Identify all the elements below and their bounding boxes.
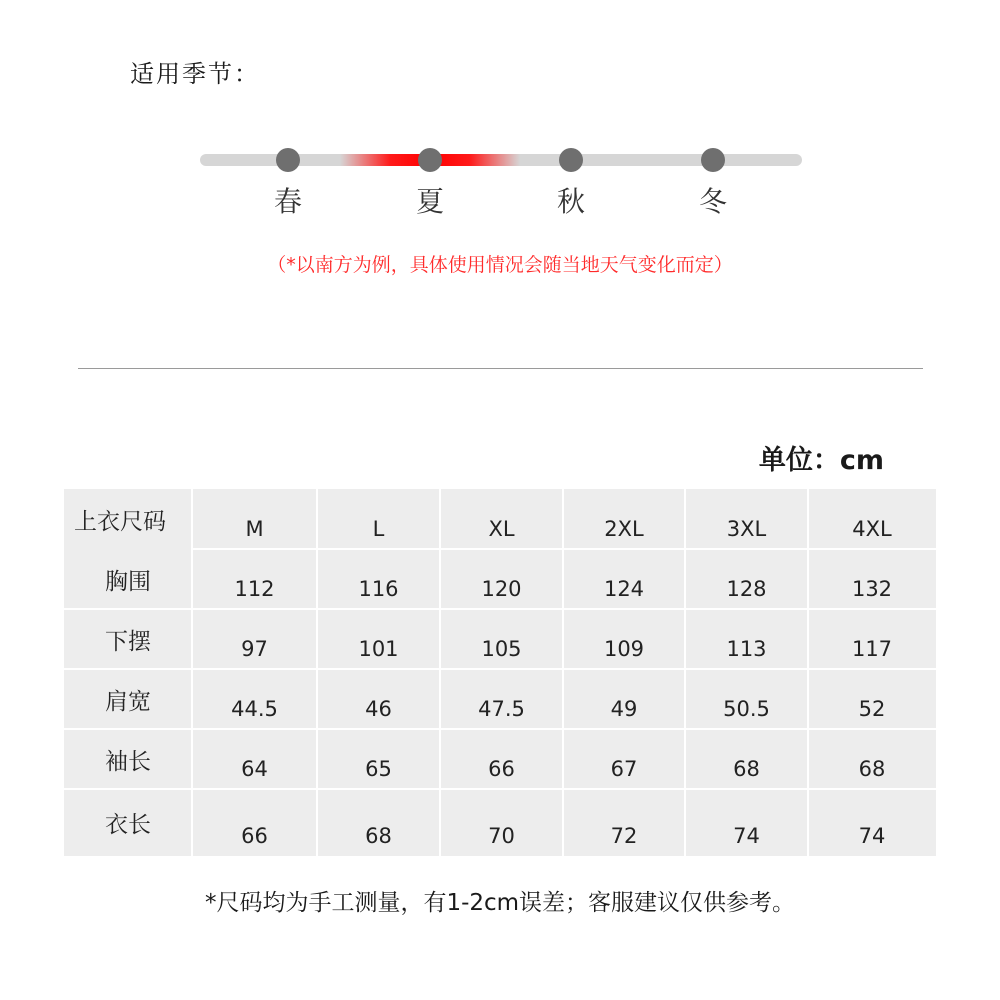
season-dot-autumn (559, 148, 583, 172)
size-header-l: L (372, 517, 385, 541)
table-row-divider (64, 608, 936, 610)
season-title: 适用季节： (130, 60, 260, 88)
table-cell: 74 (858, 824, 886, 848)
table-cell: 64 (241, 757, 268, 781)
table-cell: 117 (851, 637, 893, 661)
table-cell: 68 (733, 757, 760, 781)
season-dot-winter (701, 148, 725, 172)
table-cell: 52 (858, 697, 886, 721)
footnote: *尺码均为手工测量，有1-2cm误差；客服建议仅供参考。 (204, 890, 796, 916)
row-label: 肩宽 (105, 688, 151, 715)
table-cell: 46 (365, 697, 392, 721)
table-cell: 50.5 (723, 697, 770, 721)
table-column-divider (684, 489, 686, 856)
row-label: 衣长 (105, 812, 151, 838)
table-row-divider (64, 728, 936, 730)
size-header-xl: XL (488, 517, 515, 541)
table-cell: 66 (488, 757, 515, 781)
season-dot-summer (418, 148, 442, 172)
table-cell: 67 (610, 757, 638, 781)
row-label: 胸围 (105, 568, 151, 595)
table-column-divider (191, 489, 193, 856)
corner-label: 上衣尺码 (74, 508, 166, 535)
table-row-divider (192, 548, 936, 550)
table-column-divider (439, 489, 441, 856)
size-table (64, 489, 936, 856)
season-label-autumn: 秋 (556, 185, 585, 218)
table-cell: 97 (241, 637, 268, 661)
table-cell: 68 (365, 824, 392, 848)
table-row-divider (64, 788, 936, 790)
table-cell: 49 (610, 697, 638, 721)
table-column-divider (562, 489, 564, 856)
unit-label: 单位：cm (758, 445, 884, 476)
season-label-spring: 春 (273, 185, 302, 218)
table-cell: 101 (358, 637, 399, 661)
table-row-divider (64, 668, 936, 670)
season-dot-spring (276, 148, 300, 172)
season-note: （*以南方为例，具体使用情况会随当地天气变化而定） (267, 254, 733, 276)
table-cell: 105 (481, 637, 522, 661)
table-cell: 113 (726, 637, 767, 661)
table-cell: 66 (241, 824, 268, 848)
size-header-m: M (245, 517, 264, 541)
row-label: 袖长 (105, 748, 151, 775)
table-column-divider (807, 489, 809, 856)
table-cell: 112 (234, 577, 275, 601)
table-column-divider (316, 489, 318, 856)
table-cell: 72 (610, 824, 638, 848)
table-cell: 116 (358, 577, 399, 601)
table-cell: 70 (488, 824, 515, 848)
table-cell: 109 (603, 637, 645, 661)
row-label: 下摆 (105, 628, 151, 655)
season-label-summer: 夏 (415, 185, 444, 218)
table-cell: 128 (726, 577, 767, 601)
table-cell: 44.5 (231, 697, 278, 721)
table-cell: 132 (851, 577, 893, 601)
table-cell: 65 (365, 757, 392, 781)
table-cell: 124 (603, 577, 645, 601)
table-cell: 68 (858, 757, 886, 781)
size-header-2xl: 2XL (604, 517, 644, 541)
size-header-4xl: 4XL (852, 517, 892, 541)
season-label-winter: 冬 (698, 185, 727, 218)
section-divider (78, 368, 923, 369)
table-cell: 74 (733, 824, 760, 848)
size-header-3xl: 3XL (726, 517, 767, 541)
table-cell: 120 (481, 577, 522, 601)
table-cell: 47.5 (478, 697, 525, 721)
